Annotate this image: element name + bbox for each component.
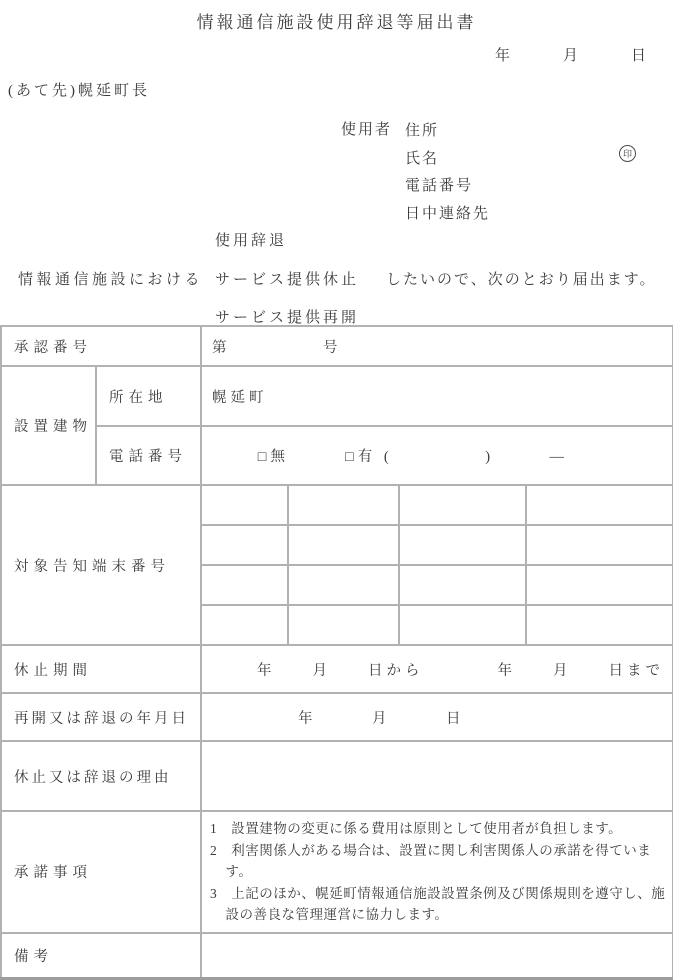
phone-none-checkbox[interactable]: □無	[257, 449, 290, 465]
terminal-number-cell[interactable]	[526, 485, 673, 525]
reason-field[interactable]	[201, 741, 673, 811]
terminal-number-cell[interactable]	[526, 565, 673, 605]
building-location-row	[1, 366, 673, 426]
building-location-field[interactable]: 幌延町	[201, 366, 673, 426]
page-title: 情報通信施設使用辞退等届出書	[196, 13, 477, 32]
statement-option-suspend[interactable]: サービス提供休止	[215, 272, 360, 288]
remarks-row	[1, 933, 673, 979]
approval-number-row	[1, 326, 673, 366]
terminal-number-cell[interactable]	[288, 565, 399, 605]
suspension-period-label: 休止期間	[1, 645, 201, 693]
applicant-address-field[interactable]: 住所	[405, 123, 440, 139]
applicant-name-field[interactable]: 氏名	[405, 150, 440, 167]
terminal-number-cell[interactable]	[526, 525, 673, 565]
phone-have-checkbox[interactable]: □有 ( ) —	[345, 449, 569, 465]
applicant-fields	[405, 118, 490, 228]
terms-content	[201, 811, 673, 933]
terminal-number-cell[interactable]	[201, 485, 288, 525]
terms-item: 2 利害関係人がある場合は、設置に関し利害関係人の承諾を得ています。	[210, 842, 652, 879]
statement-option-resume[interactable]: サービス提供再開	[215, 310, 360, 326]
terminal-number-cell[interactable]	[399, 605, 526, 645]
terminal-number-cell[interactable]	[526, 605, 673, 645]
terminal-number-cell[interactable]	[201, 605, 288, 645]
remarks-field[interactable]	[201, 933, 673, 979]
terminal-number-cell[interactable]	[288, 525, 399, 565]
restart-date-field[interactable]: 年 月 日	[201, 693, 673, 741]
approval-number-field[interactable]: 第 号	[201, 326, 673, 366]
terminal-number-cell[interactable]	[201, 525, 288, 565]
restart-date-label: 再開又は辞退の年月日	[1, 693, 201, 741]
reason-label: 休止又は辞退の理由	[1, 741, 201, 811]
applicant-daytime-contact-field[interactable]: 日中連絡先	[405, 205, 491, 222]
applicant-block	[341, 118, 490, 228]
terminal-number-cell[interactable]	[288, 605, 399, 645]
remarks-label: 備考	[1, 933, 201, 979]
terminal-number-cell[interactable]	[399, 565, 526, 605]
addressee-line: (あて先)幌延町長	[8, 83, 150, 99]
approval-number-label: 承認番号	[1, 326, 201, 366]
terminal-number-row	[1, 485, 673, 525]
terminal-number-cell[interactable]	[399, 525, 526, 565]
statement-option-withdraw[interactable]: 使用辞退	[215, 233, 288, 249]
building-phone-row	[1, 426, 673, 485]
form-table	[0, 325, 673, 980]
suspension-period-field[interactable]: 年 月 日から 年 月 日まで	[201, 645, 673, 693]
suspension-period-row	[1, 645, 673, 693]
applicant-label: 使用者	[341, 122, 393, 138]
building-phone-field	[201, 426, 673, 485]
building-label: 設置建物	[1, 366, 96, 485]
seal-icon: 印	[619, 145, 636, 162]
reason-row	[1, 741, 673, 811]
terms-label: 承諾事項	[1, 811, 201, 933]
terms-item: 3 上記のほか、幌延町情報通信施設設置条例及び関係規則を遵守し、施設の善良な管理運営に協力します。	[210, 885, 666, 922]
statement-subject: 情報通信施設における	[18, 272, 204, 288]
building-location-label: 所在地	[96, 366, 201, 426]
date-field[interactable]: 年 月 日	[494, 48, 648, 64]
terminal-number-cell[interactable]	[399, 485, 526, 525]
restart-date-row	[1, 693, 673, 741]
building-phone-label: 電話番号	[96, 426, 201, 485]
terms-row	[1, 811, 673, 933]
terms-item: 1 設置建物の変更に係る費用は原則として使用者が負担します。	[210, 821, 623, 836]
terminal-number-cell[interactable]	[288, 485, 399, 525]
applicant-phone-field[interactable]: 電話番号	[405, 178, 474, 194]
statement-suffix: したいので、次のとおり届出ます。	[386, 272, 657, 288]
terminal-number-label: 対象告知端末番号	[1, 485, 201, 645]
terminal-number-cell[interactable]	[201, 565, 288, 605]
